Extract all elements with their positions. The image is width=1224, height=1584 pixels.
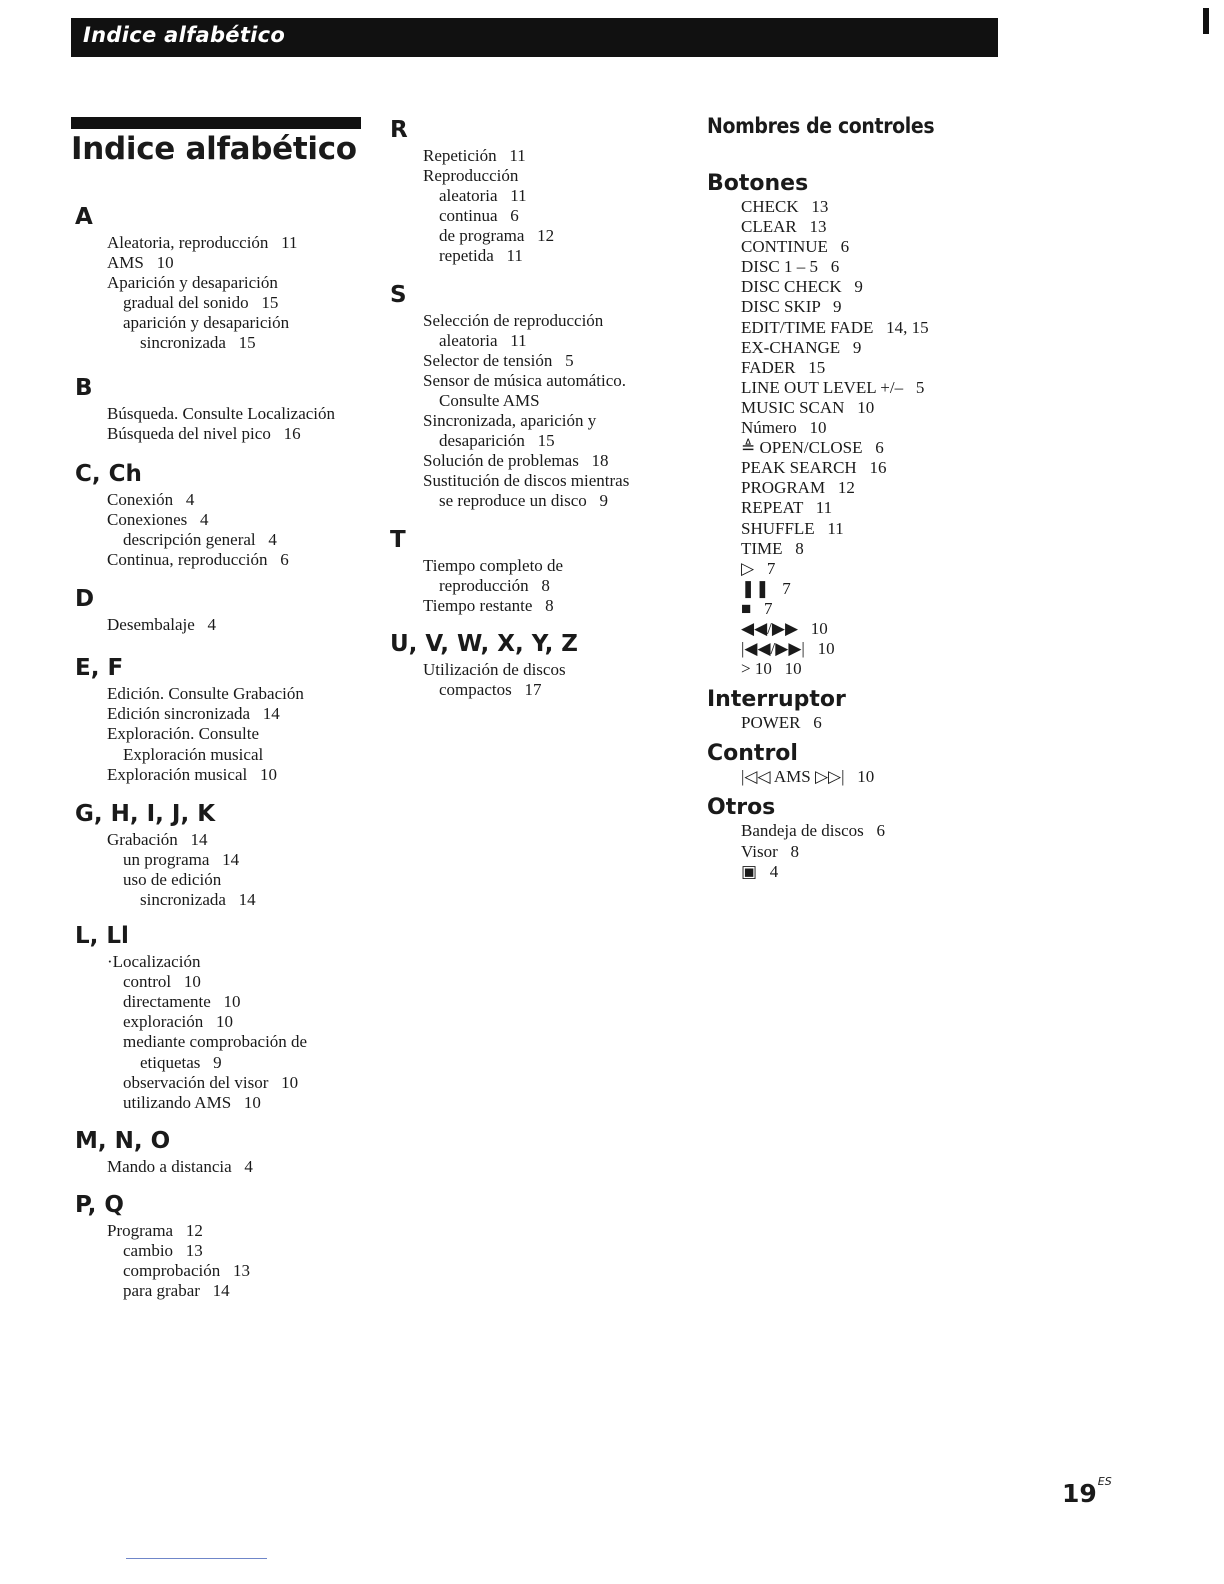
index-entry: exploración 10	[123, 1012, 233, 1032]
index-letter-heading: U, V, W, X, Y, Z	[390, 630, 578, 657]
index-entry: Búsqueda del nivel pico 16	[107, 423, 301, 443]
page-title: Indice alfabético	[71, 131, 357, 167]
controls-entry: ≜ OPEN/CLOSE 6	[741, 438, 884, 458]
index-letter-heading: E, F	[75, 655, 124, 682]
index-entry: repetida 11	[439, 246, 523, 266]
index-entry-list	[423, 556, 690, 616]
controls-group-title: Otros	[707, 795, 776, 821]
controls-entry: Visor 8	[741, 841, 800, 861]
controls-entry: DISC SKIP 9	[741, 297, 842, 317]
index-column-2	[390, 116, 690, 714]
index-entry: Grabación 14	[107, 829, 208, 849]
controls-entry: LINE OUT LEVEL +/– 5	[741, 377, 925, 397]
index-entry: Conexión 4	[107, 489, 195, 509]
index-entry: descripción general 4	[123, 529, 277, 549]
index-section	[75, 654, 375, 784]
controls-entry: ❚❚ 7	[741, 578, 791, 598]
index-entry-list	[107, 1221, 375, 1301]
index-section	[390, 630, 690, 700]
index-entry: sincronizada 14	[140, 889, 256, 909]
index-entry: aleatoria 11	[439, 330, 527, 350]
index-entry-list	[423, 311, 690, 512]
index-entry: Selector de tensión 5	[423, 350, 574, 370]
index-letter-heading: G, H, I, J, K	[75, 800, 216, 827]
controls-entry: CLEAR 13	[741, 217, 827, 237]
controls-entry: SHUFFLE 11	[741, 518, 844, 538]
controls-entry: Número 10	[741, 418, 827, 438]
controls-group-title: Control	[707, 741, 798, 767]
controls-entry: PROGRAM 12	[741, 478, 855, 498]
index-entry-list	[107, 404, 375, 444]
index-letter-heading: R	[390, 117, 408, 143]
index-entry: Sincronizada, aparición y	[423, 411, 597, 431]
index-entry: Exploración musical 10	[107, 764, 277, 784]
index-entry: Desembalaje 4	[107, 615, 217, 635]
index-entry-list	[107, 952, 375, 1113]
index-entry: AMS 10	[107, 253, 174, 273]
controls-entry: REPEAT 11	[741, 498, 833, 518]
index-entry: Sustitución de discos mientras	[423, 471, 630, 491]
index-entry: cambio 13	[123, 1241, 203, 1260]
header-banner	[71, 18, 998, 57]
controls-entry: ▣ 4	[741, 861, 779, 881]
index-letter-heading: D	[75, 586, 95, 613]
controls-entry: TIME 8	[741, 538, 804, 558]
index-entry-list	[107, 684, 375, 784]
index-section	[75, 203, 375, 354]
index-section	[75, 922, 375, 1113]
index-entry: Aparición y desaparición	[107, 273, 278, 293]
page-number-suffix: ES	[1097, 1475, 1112, 1488]
index-entry: reproducción 8	[439, 575, 550, 595]
index-entry: ·Localización	[107, 952, 201, 972]
index-section	[75, 374, 375, 444]
controls-entry: CONTINUE 6	[741, 237, 850, 257]
controls-entry: FADER 15	[741, 357, 826, 377]
index-section	[390, 116, 690, 267]
index-letter-heading: L, Ll	[75, 923, 129, 950]
index-entry: Continua, reproducción 6	[107, 550, 289, 570]
controls-group	[707, 687, 1007, 733]
index-section	[390, 281, 690, 512]
index-letter-heading: T	[390, 526, 406, 553]
index-entry: Tiempo restante 8	[423, 595, 554, 615]
index-entry: gradual del sonido 15	[123, 293, 279, 313]
index-entry: mediante comprobación de	[123, 1032, 308, 1052]
index-entry: Mando a distancia 4	[107, 1156, 253, 1176]
controls-entry-list	[741, 821, 1007, 881]
controls-entry: ▷ 7	[741, 558, 776, 578]
index-entry: Conexiones 4	[107, 509, 209, 529]
index-letter-heading: M, N, O	[75, 1127, 171, 1154]
index-entry-list	[107, 233, 375, 354]
index-entry: Utilización de discos	[423, 659, 566, 679]
index-entry: desaparición 15	[439, 431, 555, 451]
index-entry: Exploración. Consulte	[107, 724, 260, 744]
controls-entry: DISC 1 – 5 6	[741, 257, 840, 277]
controls-group	[707, 795, 1007, 881]
index-entry: Tiempo completo de	[423, 555, 564, 575]
title-rule	[71, 117, 361, 129]
corner-mark	[1203, 8, 1209, 34]
index-entry-list	[423, 146, 690, 267]
controls-entry: EDIT/TIME FADE 14, 15	[741, 317, 929, 337]
index-entry: Aleatoria, reproducción 11	[107, 233, 298, 252]
index-entry: se reproduce un disco 9	[439, 491, 609, 511]
controls-entry: |◁◁ AMS ▷▷| 10	[741, 767, 875, 787]
index-entry: Repetición 11	[423, 146, 526, 165]
controls-entry: > 10 10	[741, 659, 802, 679]
index-section	[75, 800, 375, 910]
index-section	[75, 1191, 375, 1301]
controls-group	[707, 171, 1007, 679]
index-entry-list	[107, 1157, 375, 1177]
controls-entry-list	[741, 197, 1007, 679]
controls-entry: Bandeja de discos 6	[741, 821, 885, 841]
controls-entry: CHECK 13	[741, 197, 829, 216]
index-entry: Reproducción	[423, 166, 519, 186]
index-section	[75, 460, 375, 570]
index-entry: continua 6	[439, 206, 519, 226]
index-entry: Consulte AMS	[439, 390, 540, 410]
controls-entry-list	[741, 767, 1007, 787]
controls-entry: ◀◀/▶▶ 10	[741, 618, 828, 638]
index-section	[75, 1127, 375, 1177]
index-letter-heading: C, Ch	[75, 460, 142, 487]
index-letter-heading: S	[390, 281, 407, 308]
index-entry: directamente 10	[123, 992, 241, 1012]
controls-heading: Nombres de controles	[707, 114, 935, 138]
controls-groups	[707, 171, 1007, 882]
index-entry: Selección de reproducción	[423, 310, 604, 330]
index-entry: compactos 17	[439, 679, 542, 699]
index-entry: aleatoria 11	[439, 186, 527, 206]
index-entry: control 10	[123, 972, 201, 992]
index-letter-heading: P, Q	[75, 1191, 124, 1218]
index-entry-list	[423, 660, 690, 700]
index-entry: comprobación 13	[123, 1261, 250, 1281]
controls-entry: DISC CHECK 9	[741, 277, 863, 297]
controls-group-title: Botones	[707, 171, 809, 196]
index-entry: Solución de problemas 18	[423, 451, 609, 471]
index-section	[390, 526, 690, 616]
index-entry-list	[107, 615, 375, 635]
index-entry: Programa 12	[107, 1220, 203, 1240]
index-entry: Sensor de música automático.	[423, 370, 627, 390]
index-entry: Edición sincronizada 14	[107, 704, 280, 724]
controls-entry-list	[741, 713, 1007, 733]
controls-group	[707, 741, 1007, 787]
index-entry: un programa 14	[123, 849, 240, 869]
index-entry: Edición. Consulte Grabación	[107, 684, 304, 704]
index-entry-list	[107, 490, 375, 570]
banner-title: Indice alfabético	[83, 23, 286, 47]
page-number-value: 19	[1062, 1479, 1097, 1508]
index-letter-heading: B	[75, 374, 93, 401]
index-entry: aparición y desaparición	[123, 313, 290, 333]
index-letter-heading: A	[75, 204, 93, 230]
controls-entry: POWER 6	[741, 713, 822, 733]
index-entry: de programa 12	[439, 226, 555, 246]
index-entry-list	[107, 830, 375, 910]
index-entry: Exploración musical	[123, 744, 264, 764]
index-entry: para grabar 14	[123, 1281, 230, 1301]
index-entry: etiquetas 9	[140, 1052, 222, 1072]
index-section	[75, 585, 375, 635]
index-entry: Búsqueda. Consulte Localización	[107, 403, 336, 423]
controls-entry: MUSIC SCAN 10	[741, 397, 875, 417]
index-entry: utilizando AMS 10	[123, 1092, 261, 1112]
index-entry: sincronizada 15	[140, 333, 256, 353]
controls-entry: EX-CHANGE 9	[741, 337, 862, 357]
index-entry: uso de edición	[123, 869, 222, 889]
controls-group-title: Interruptor	[707, 687, 846, 713]
bottom-rule	[126, 1558, 267, 1559]
page-number	[1062, 1475, 1112, 1508]
controls-entry: ■ 7	[741, 598, 773, 618]
controls-entry: |◀◀/▶▶| 10	[741, 639, 835, 659]
index-column-1	[75, 203, 375, 1315]
index-entry: observación del visor 10	[123, 1072, 299, 1092]
controls-column	[707, 114, 1007, 882]
controls-entry: PEAK SEARCH 16	[741, 458, 887, 478]
